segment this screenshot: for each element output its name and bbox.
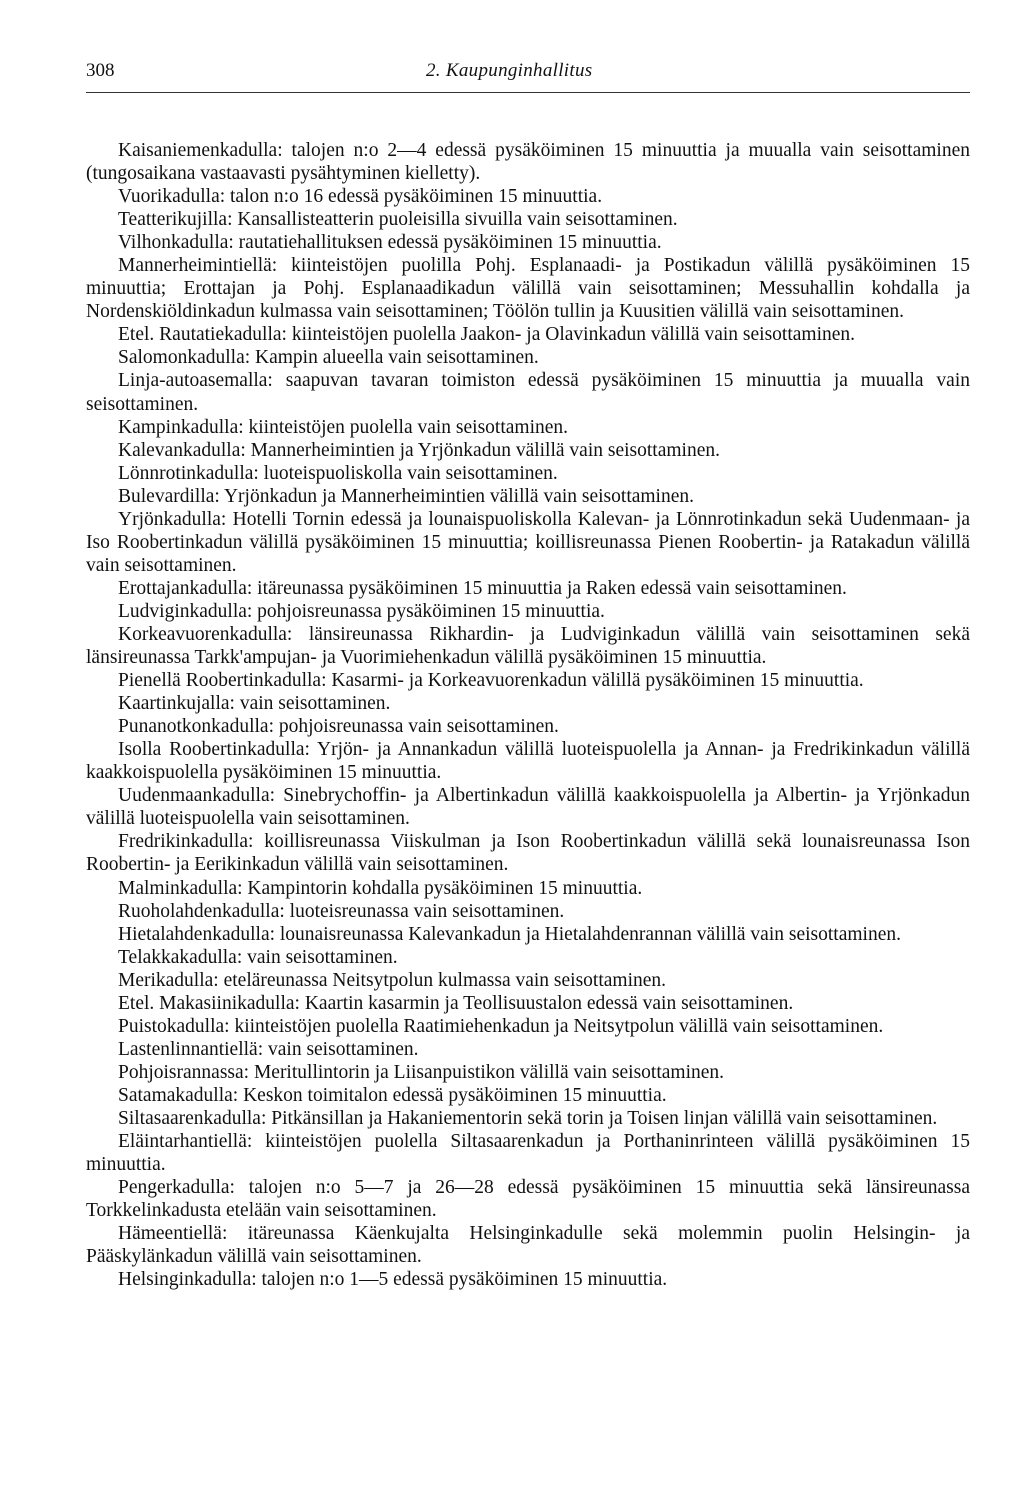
- paragraph: Satamakadulla: Keskon toimitalon edessä pysäköiminen 15 minuuttia.: [118, 1084, 667, 1106]
- paragraph: Hietalahdenkadulla: lounaisreunassa Kalevankadun ja Hietalahdenrannan välillä vain seisottaminen.: [118, 923, 901, 945]
- page-header: [86, 58, 970, 93]
- paragraph: Merikadulla: eteläreunassa Neitsytpolun kulmassa vain seisottaminen.: [118, 969, 667, 991]
- document-page: [86, 58, 970, 1291]
- paragraph: Linja-autoasemalla: saapuvan tavaran toimiston edessä pysäköiminen 15 minuuttia ja muualla vain seisottaminen.: [86, 370, 970, 415]
- paragraph: Yrjönkadulla: Hotelli Tornin edessä ja lounaispuoliskolla Kalevan- ja Lönnrotinkadun sekä Uudenmaan- ja Iso Roobertinkadun välillä pysäköiminen 15 minuuttia; koillisreunassa Pienen Roobertin- ja Ratakadun välillä vain seisottaminen.: [86, 508, 970, 576]
- paragraph: Fredrikinkadulla: koillisreunassa Viiskulman ja Ison Roobertinkadun välillä sekä lounaisreunassa Ison Roobertin- ja Eerikinkadun välillä vain seisottaminen.: [86, 831, 970, 876]
- paragraph: Vuorikadulla: talon n:o 16 edessä pysäköiminen 15 minuuttia.: [118, 186, 603, 208]
- paragraph: Vilhonkadulla: rautatiehallituksen edessä pysäköiminen 15 minuuttia.: [118, 232, 662, 254]
- paragraph: Etel. Rautatiekadulla: kiinteistöjen puolella Jaakon- ja Olavinkadun välillä vain seisottaminen.: [118, 324, 856, 346]
- paragraph: Malminkadulla: Kampintorin kohdalla pysäköiminen 15 minuuttia.: [118, 877, 643, 899]
- paragraph: Puistokadulla: kiinteistöjen puolella Raatimiehenkadun ja Neitsytpolun välillä vain seisottaminen.: [118, 1015, 884, 1037]
- paragraph: Helsinginkadulla: talojen n:o 1—5 edessä pysäköiminen 15 minuuttia.: [118, 1269, 668, 1291]
- paragraph: Kampinkadulla: kiinteistöjen puolella vain seisottaminen.: [118, 416, 569, 438]
- paragraph: Kalevankadulla: Mannerheimintien ja Yrjönkadun välillä vain seisottaminen.: [118, 439, 720, 461]
- paragraph: Pohjoisrannassa: Meritullintorin ja Liisanpuistikon välillä vain seisottaminen.: [118, 1061, 725, 1083]
- paragraph: Salomonkadulla: Kampin alueella vain seisottaminen.: [118, 347, 539, 369]
- paragraph: Punanotkonkadulla: pohjoisreunassa vain seisottaminen.: [118, 716, 559, 738]
- paragraph: Lönnrotinkadulla: luoteispuoliskolla vain seisottaminen.: [118, 462, 558, 484]
- paragraph: Bulevardilla: Yrjönkadun ja Mannerheimintien välillä vain seisottaminen.: [118, 485, 695, 507]
- paragraph: Lastenlinnantiellä: vain seisottaminen.: [118, 1038, 419, 1060]
- paragraph: Mannerheimintiellä: kiinteistöjen puolilla Pohj. Esplanaadi- ja Postikadun välillä pysäköiminen 15 minuuttia; Erottajan ja Pohj. Esplanaadikadun välillä vain seisottaminen; Messuhallin kohdalla ja Nordenskiöldinkadun kulmassa vain seisottaminen; Töölön tullin ja Kuusitien välillä vain seisottaminen.: [86, 255, 970, 323]
- paragraph: Eläintarhantiellä: kiinteistöjen puolella Siltasaarenkadun ja Porthaninrinteen välillä pysäköiminen 15 minuuttia.: [86, 1131, 970, 1176]
- paragraph: Teatterikujilla: Kansallisteatterin puoleisilla sivuilla vain seisottaminen.: [118, 209, 678, 231]
- body-text: [86, 139, 970, 1291]
- paragraph: Kaisaniemenkadulla: talojen n:o 2—4 edessä pysäköiminen 15 minuuttia ja muualla vain seisottaminen (tungosaikana vastaavasti pysähtyminen kielletty).: [86, 140, 970, 185]
- paragraph: Siltasaarenkadulla: Pitkänsillan ja Hakaniementorin sekä torin ja Toisen linjan välillä vain seisottaminen.: [118, 1107, 938, 1129]
- paragraph: Telakkakadulla: vain seisottaminen.: [118, 946, 398, 968]
- running-head: 2. Kaupunginhallitus: [426, 60, 593, 81]
- paragraph: Uudenmaankadulla: Sinebrychoffin- ja Albertinkadun välillä kaakkoispuolella ja Albertin- ja Yrjönkadun välillä luoteispuolella vain seisottaminen.: [86, 785, 970, 830]
- paragraph: Pengerkadulla: talojen n:o 5—7 ja 26—28 edessä pysäköiminen 15 minuuttia sekä länsireunassa Torkkelinkadusta etelään vain seisottaminen.: [86, 1177, 970, 1222]
- paragraph: Isolla Roobertinkadulla: Yrjön- ja Annankadun välillä luoteispuolella ja Annan- ja Fredrikinkadun välillä kaakkoispuolella pysäköiminen 15 minuuttia.: [86, 739, 970, 784]
- paragraph: Etel. Makasiinikadulla: Kaartin kasarmin ja Teollisuustalon edessä vain seisottaminen.: [118, 992, 794, 1014]
- paragraph: Korkeavuorenkadulla: länsireunassa Rikhardin- ja Ludviginkadun välillä vain seisottaminen sekä länsireunassa Tarkk'ampujan- ja Vuorimiehenkadun välillä pysäköiminen 15 minuuttia.: [86, 623, 970, 669]
- paragraph: Kaartinkujalla: vain seisottaminen.: [118, 693, 391, 715]
- paragraph: Ludviginkadulla: pohjoisreunassa pysäköiminen 15 minuuttia.: [118, 600, 605, 622]
- paragraph: Hämeentiellä: itäreunassa Käenkujalta Helsinginkadulle sekä molemmin puolin Helsingin- ja Pääskylänkadun välillä vain seisottaminen.: [86, 1223, 970, 1268]
- paragraph: Ruoholahdenkadulla: luoteisreunassa vain seisottaminen.: [118, 900, 565, 922]
- paragraph: Pienellä Roobertinkadulla: Kasarmi- ja Korkeavuorenkadun välillä pysäköiminen 15 minuuttia.: [118, 670, 864, 692]
- page-number: 308: [86, 60, 115, 81]
- paragraph: Erottajankadulla: itäreunassa pysäköiminen 15 minuuttia ja Raken edessä vain seisottaminen.: [118, 577, 847, 599]
